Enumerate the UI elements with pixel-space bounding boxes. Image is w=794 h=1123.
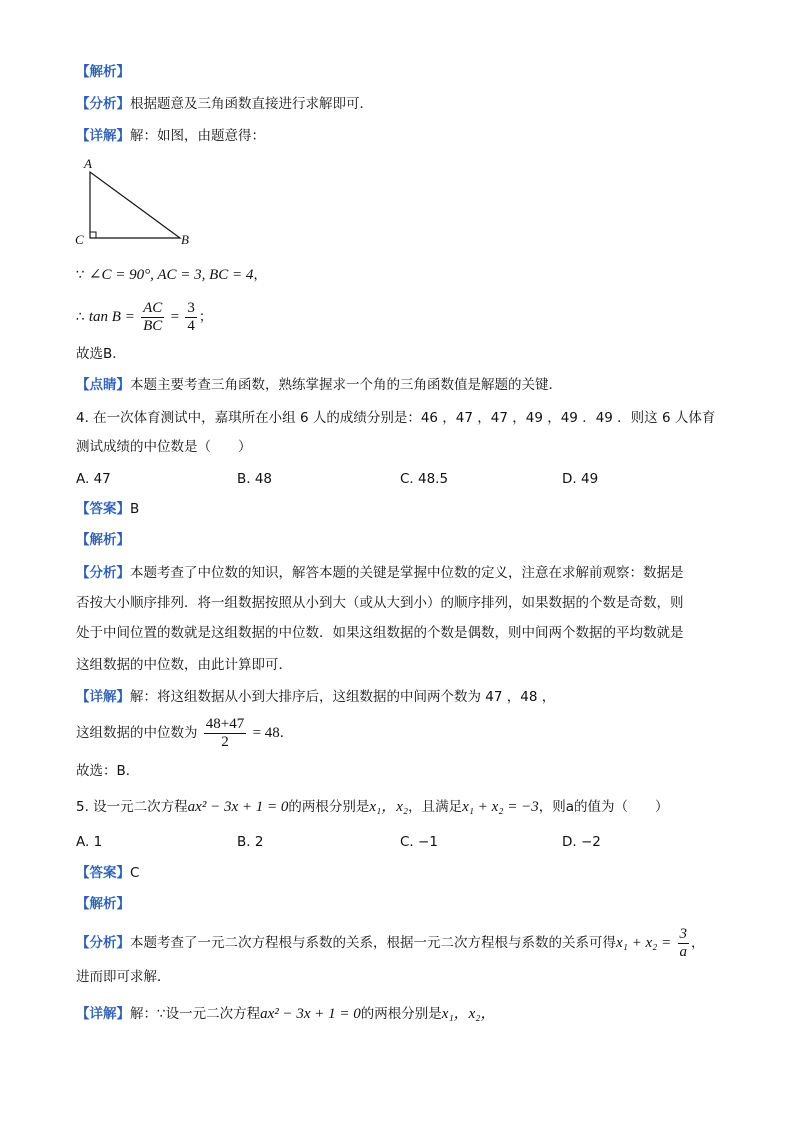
block1-conclusion: 故选B． bbox=[76, 346, 126, 362]
q5-analysis-heading bbox=[76, 894, 130, 914]
q5-question-end: ，则a的值为（ ） bbox=[538, 799, 669, 815]
q4-option-d: D. 49 bbox=[562, 471, 599, 487]
fenxi-expression: x₁ + x₂ = bbox=[616, 935, 672, 951]
q5-option-b: B. 2 bbox=[237, 834, 264, 850]
because-symbol: ∵ bbox=[76, 267, 85, 283]
tan-line bbox=[76, 298, 212, 336]
q5-answer: C bbox=[130, 865, 140, 881]
q4-option-c: C. 48.5 bbox=[400, 471, 449, 487]
analysis-tag: 【解析】 bbox=[76, 64, 130, 80]
fraction-denominator: 2 bbox=[204, 733, 246, 751]
given-expression: ∠C = 90°, AC = 3, BC = 4 bbox=[88, 267, 254, 283]
xiangjie-text: 解：∵设一元二次方程 bbox=[130, 1006, 261, 1022]
answer-tag: 【答案】 bbox=[76, 501, 130, 517]
fenxi-tail: ， bbox=[691, 935, 705, 951]
q4-fenxi-line2: 否按大小顺序排列．将一组数据按照从小到大（或从大到小）的顺序排列，如果数据的个数是奇数，则 bbox=[76, 595, 684, 611]
q5-fenxi-line2: 进而即可求解． bbox=[76, 969, 171, 985]
tan-fraction-ac-bc bbox=[141, 300, 164, 335]
fraction-numerator: 3 bbox=[679, 925, 688, 942]
fraction-numerator: AC bbox=[143, 299, 163, 316]
q5-condition: x₁ + x₂ = −3 bbox=[462, 799, 539, 815]
q4-answer: B bbox=[130, 501, 140, 517]
vertex-label-c: C bbox=[75, 232, 84, 247]
median-suffix: ． bbox=[279, 725, 294, 741]
q5-condition-prefix: ，且满足 bbox=[408, 799, 463, 815]
analysis-heading bbox=[76, 62, 130, 82]
xiangjie-tag: 【详解】 bbox=[76, 1006, 130, 1022]
given-suffix: ， bbox=[253, 267, 267, 283]
fenxi-tag: 【分析】 bbox=[76, 935, 130, 951]
equals-sign: = bbox=[170, 309, 180, 325]
fraction-denominator: BC bbox=[143, 317, 163, 334]
q4-fenxi-line1 bbox=[76, 563, 684, 583]
fraction-denominator: a bbox=[679, 943, 688, 960]
xiangjie-roots: x₁，x₂， bbox=[441, 1006, 496, 1022]
q5-option-d: D. −2 bbox=[562, 834, 601, 850]
analysis-tag: 【解析】 bbox=[76, 896, 130, 912]
fenxi-tag: 【分析】 bbox=[76, 96, 130, 112]
q4-analysis-heading bbox=[76, 530, 130, 550]
vertex-label-b: B bbox=[181, 232, 189, 247]
q5-equation: ax² − 3x + 1 = 0 bbox=[187, 799, 289, 815]
xiangjie-text: 解：将这组数据从小到大排序后，这组数据的中间两个数为 47 ，48 ， bbox=[130, 689, 556, 705]
q5-option-a: A. 1 bbox=[76, 834, 103, 850]
fenxi-text: 本题考查了一元二次方程根与系数的关系，根据一元二次方程根与系数的关系可得 bbox=[130, 935, 616, 951]
given-line bbox=[76, 265, 267, 285]
fenxi-text: 根据题意及三角函数直接进行求解即可． bbox=[130, 96, 373, 112]
xiangjie-equation: ax² − 3x + 1 = 0 bbox=[260, 1006, 361, 1022]
q4-conclusion: 故选：B． bbox=[76, 763, 140, 779]
fenxi-tag: 【分析】 bbox=[76, 565, 130, 581]
answer-tag: 【答案】 bbox=[76, 865, 130, 881]
q4-text-line2: 测试成绩的中位数是（ ） bbox=[76, 439, 252, 455]
q4-option-a: A. 47 bbox=[76, 471, 111, 487]
q4-fenxi-line4: 这组数据的中位数，由此计算即可． bbox=[76, 657, 292, 673]
fraction-numerator: 3 bbox=[187, 299, 195, 316]
right-triangle-figure bbox=[70, 152, 210, 252]
q5-roots: x₁，x₂ bbox=[369, 799, 409, 815]
q4-median-line bbox=[76, 714, 293, 752]
therefore-symbol: ∴ bbox=[76, 309, 85, 325]
vertex-label-a: A bbox=[84, 156, 92, 171]
dianjing-tag: 【点睛】 bbox=[76, 377, 130, 393]
xiangjie-text: 解：如图，由题意得： bbox=[130, 128, 265, 144]
q4-option-b: B. 48 bbox=[237, 471, 273, 487]
q4-answer-line bbox=[76, 499, 139, 519]
q4-text-line1: 4. 在一次体育测试中，嘉琪所在小组 6 人的成绩分别是：46 ，47 ，47 ，49 ，49 ．49 ．则这 6 人体育 bbox=[76, 410, 716, 426]
xiangjie-tag: 【详解】 bbox=[76, 689, 130, 705]
dianjing-text: 本题主要考查三角函数，熟练掌握求一个角的三角函数值是解题的关键． bbox=[130, 377, 562, 393]
right-angle-mark bbox=[90, 232, 96, 238]
q4-fenxi-line3: 处于中间位置的数就是这组数据的中位数．如果这组数据的个数是偶数，则中间两个数据的平均数就是 bbox=[76, 625, 684, 641]
xiangjie-tail: 的两根分别是 bbox=[360, 1006, 442, 1022]
fenxi-line bbox=[76, 94, 373, 114]
q4-xiangjie-line bbox=[76, 687, 555, 707]
q5-fenxi-line1 bbox=[76, 924, 705, 962]
fenxi-fraction bbox=[678, 926, 690, 961]
q5-answer-line bbox=[76, 863, 139, 883]
median-result: = 48 bbox=[252, 725, 280, 741]
analysis-tag: 【解析】 bbox=[76, 532, 130, 548]
q5-option-c: C. −1 bbox=[400, 834, 438, 850]
q5-xiangjie-line bbox=[76, 1004, 496, 1024]
median-fraction bbox=[204, 716, 246, 751]
q5-question-line bbox=[76, 797, 669, 817]
xiangjie-tag: 【详解】 bbox=[76, 128, 130, 144]
fenxi-text: 本题考查了中位数的知识，解答本题的关键是掌握中位数的定义，注意在求解前观察：数据是 bbox=[130, 565, 684, 581]
dianjing-line bbox=[76, 375, 562, 395]
tan-left: tan B = bbox=[88, 309, 135, 325]
tan-suffix: ； bbox=[198, 309, 213, 325]
tan-fraction-value bbox=[185, 300, 197, 335]
xiangjie-line bbox=[76, 126, 265, 146]
fraction-numerator: 48+47 bbox=[205, 715, 245, 732]
median-prefix: 这组数据的中位数为 bbox=[76, 725, 198, 741]
triangle-shape bbox=[90, 172, 180, 238]
q5-mid: 的两根分别是 bbox=[288, 799, 370, 815]
fraction-denominator: 4 bbox=[187, 317, 195, 334]
q5-prefix: 5. 设一元二次方程 bbox=[76, 799, 188, 815]
